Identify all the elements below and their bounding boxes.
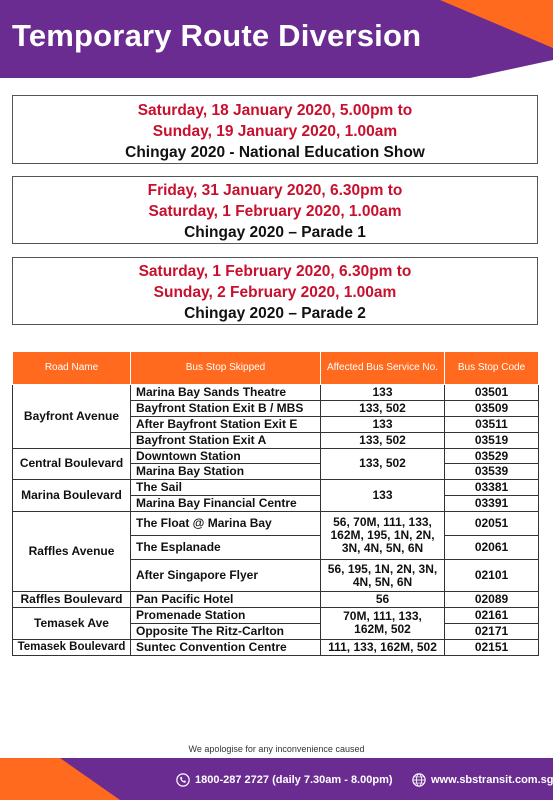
phone-contact[interactable] [176, 773, 393, 787]
bus-stop: Promenade Station [131, 608, 321, 624]
road-name: Marina Boulevard [13, 480, 131, 512]
event-name: Chingay 2020 – Parade 1 [184, 224, 366, 241]
event-date-line: Friday, 31 January 2020, 6.30pm to [147, 182, 403, 199]
stop-code: 03391 [445, 496, 539, 512]
bus-stop: Pan Pacific Hotel [131, 592, 321, 608]
table-row [13, 512, 539, 536]
diversion-table [12, 351, 539, 656]
bus-stop: Opposite The Ritz-Carlton [131, 623, 321, 639]
header-banner [0, 0, 553, 80]
event-name: Chingay 2020 – Parade 2 [184, 305, 366, 322]
stop-code: 02051 [445, 512, 539, 536]
stop-code: 02161 [445, 608, 539, 624]
stop-code: 02101 [445, 560, 539, 592]
bus-stop: Marina Bay Sands Theatre [131, 385, 321, 401]
bus-stop: The Sail [131, 480, 321, 496]
table-row [13, 385, 539, 401]
bus-service: 133 [321, 480, 445, 512]
bus-service: 133, 502 [321, 432, 445, 448]
bus-stop: Marina Bay Financial Centre [131, 496, 321, 512]
bus-stop: Marina Bay Station [131, 464, 321, 480]
website-link[interactable] [412, 773, 553, 787]
bus-stop: Bayfront Station Exit A [131, 432, 321, 448]
event-date-line: Sunday, 2 February 2020, 1.00am [153, 284, 397, 301]
road-name: Bayfront Avenue [13, 385, 131, 449]
bus-stop: The Esplanade [131, 536, 321, 560]
stop-code: 02089 [445, 592, 539, 608]
event-date-line: Saturday, 18 January 2020, 5.00pm to [137, 102, 413, 119]
road-name: Central Boulevard [13, 448, 131, 480]
stop-code: 02061 [445, 536, 539, 560]
bus-stop: The Float @ Marina Bay [131, 512, 321, 536]
website-url: www.sbstransit.com.sg [431, 774, 553, 786]
bus-service: 133 [321, 385, 445, 401]
event-box-national-education-show [12, 95, 538, 164]
phone-number: 1800-287 2727 (daily 7.30am - 8.00pm) [195, 774, 393, 786]
apology-note: We apologise for any inconvenience caused [188, 744, 365, 754]
road-name: Raffles Boulevard [13, 592, 131, 608]
stop-code: 02171 [445, 623, 539, 639]
bus-stop: Downtown Station [131, 448, 321, 464]
stop-code: 03539 [445, 464, 539, 480]
table-row [13, 639, 539, 655]
bus-service: 56, 195, 1N, 2N, 3N, 4N, 5N, 6N [321, 560, 445, 592]
bus-stop: Suntec Convention Centre [131, 639, 321, 655]
event-box-parade-1 [12, 176, 538, 244]
stop-code: 03501 [445, 385, 539, 401]
road-name: Temasek Boulevard [13, 639, 131, 655]
bus-service: 133, 502 [321, 400, 445, 416]
road-name: Temasek Ave [13, 608, 131, 640]
event-date-line: Saturday, 1 February 2020, 1.00am [148, 203, 402, 220]
table-row [13, 480, 539, 496]
header-affected-service: Affected Bus Service No. [321, 352, 445, 385]
bus-service: 133, 502 [321, 448, 445, 480]
stop-code: 03529 [445, 448, 539, 464]
globe-icon [412, 773, 426, 787]
bus-service: 111, 133, 162M, 502 [321, 639, 445, 655]
header-bus-stop-code: Bus Stop Code [445, 352, 539, 385]
event-date-line: Saturday, 1 February 2020, 6.30pm to [138, 263, 412, 280]
event-date-line: Sunday, 19 January 2020, 1.00am [152, 123, 398, 140]
bus-stop: After Singapore Flyer [131, 560, 321, 592]
event-box-parade-2 [12, 257, 538, 325]
page-title: Temporary Route Diversion [12, 18, 422, 53]
header-bus-stop-skipped: Bus Stop Skipped [131, 352, 321, 385]
stop-code: 02151 [445, 639, 539, 655]
event-name: Chingay 2020 - National Education Show [125, 144, 425, 161]
bus-service: 133 [321, 416, 445, 432]
phone-icon [176, 773, 190, 787]
stop-code: 03509 [445, 400, 539, 416]
stop-code: 03519 [445, 432, 539, 448]
table-row [13, 448, 539, 464]
bus-stop: Bayfront Station Exit B / MBS [131, 400, 321, 416]
bus-service: 56, 70M, 111, 133, 162M, 195, 1N, 2N, 3N, 4N, 5N, 6N [321, 512, 445, 560]
bus-service: 70M, 111, 133, 162M, 502 [321, 608, 445, 640]
bus-service: 56 [321, 592, 445, 608]
stop-code: 03381 [445, 480, 539, 496]
header-road-name: Road Name [13, 352, 131, 385]
road-name: Raffles Avenue [13, 512, 131, 592]
table-row [13, 592, 539, 608]
stop-code: 03511 [445, 416, 539, 432]
bus-stop: After Bayfront Station Exit E [131, 416, 321, 432]
table-header-row [13, 352, 539, 385]
table-row [13, 608, 539, 624]
